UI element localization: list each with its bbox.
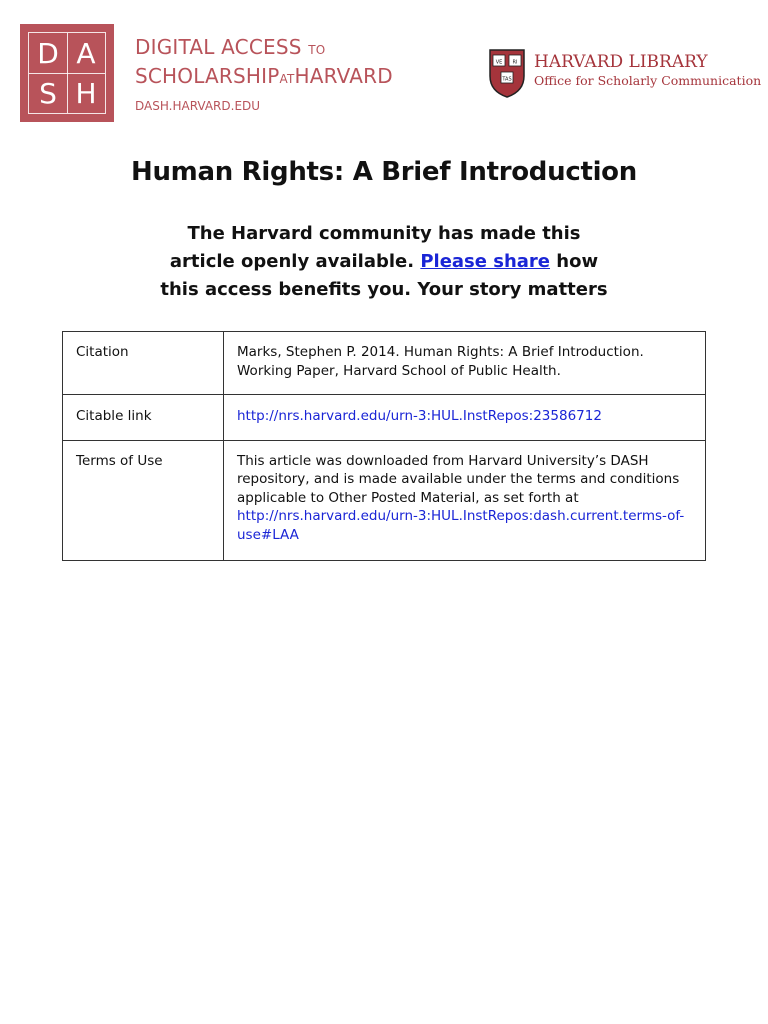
dash-line1-small: TO [308,43,326,57]
harvard-library-title: HARVARD LIBRARY [534,52,708,72]
citation-label: Citation [63,332,224,395]
table-row [63,395,706,441]
shield-text: RI [512,59,518,66]
dash-url[interactable]: DASH.HARVARD.EDU [135,99,261,113]
citable-link-label: Citable link [63,395,224,441]
table-row [63,440,706,561]
dash-logo-letter: D [37,36,59,70]
table-row [63,332,706,395]
message-line: this access benefits you. Your story matters [160,279,608,300]
shield-text: TAS [502,76,512,83]
citation-table [62,331,706,561]
shield-text: VE [495,59,503,66]
harvard-library-subtitle: Office for Scholarly Communication [534,73,762,88]
terms-link[interactable]: http://nrs.harvard.edu/urn-3:HUL.InstRepos:dash.current.terms-of-use#LAA [237,508,685,543]
harvard-library-wordmark [534,52,761,90]
harvard-shield-icon [488,48,526,98]
message-line: The Harvard community has made this [187,223,581,244]
message-line-post: how [556,251,599,272]
please-share-link[interactable]: Please share [420,251,551,272]
terms-label: Terms of Use [63,440,224,561]
dash-logo-letter: S [39,76,57,110]
terms-text: This article was downloaded from Harvard University’s DASH repository, and is made available under the terms and conditions applicable to Other Posted Material, as set forth at [237,452,680,506]
share-message [0,220,768,304]
dash-wordmark [135,34,393,113]
dash-logo-letter: H [75,76,97,110]
dash-logo [20,24,114,122]
citation-value: Marks, Stephen P. 2014. Human Rights: A Brief Introduction. Working Paper, Harvard School of Public Health. [224,332,706,395]
dash-line2-text: SCHOLARSHIP [135,64,280,88]
page-title: Human Rights: A Brief Introduction [131,157,637,187]
dash-line2-small: AT [279,72,295,86]
dash-line2-end: HARVARD [294,64,393,88]
dash-logo-letter: A [76,36,96,70]
dash-line1-text: DIGITAL ACCESS [135,35,302,59]
message-line-pre: article openly available. [169,251,415,272]
citable-link[interactable]: http://nrs.harvard.edu/urn-3:HUL.InstRepos:23586712 [237,408,602,424]
